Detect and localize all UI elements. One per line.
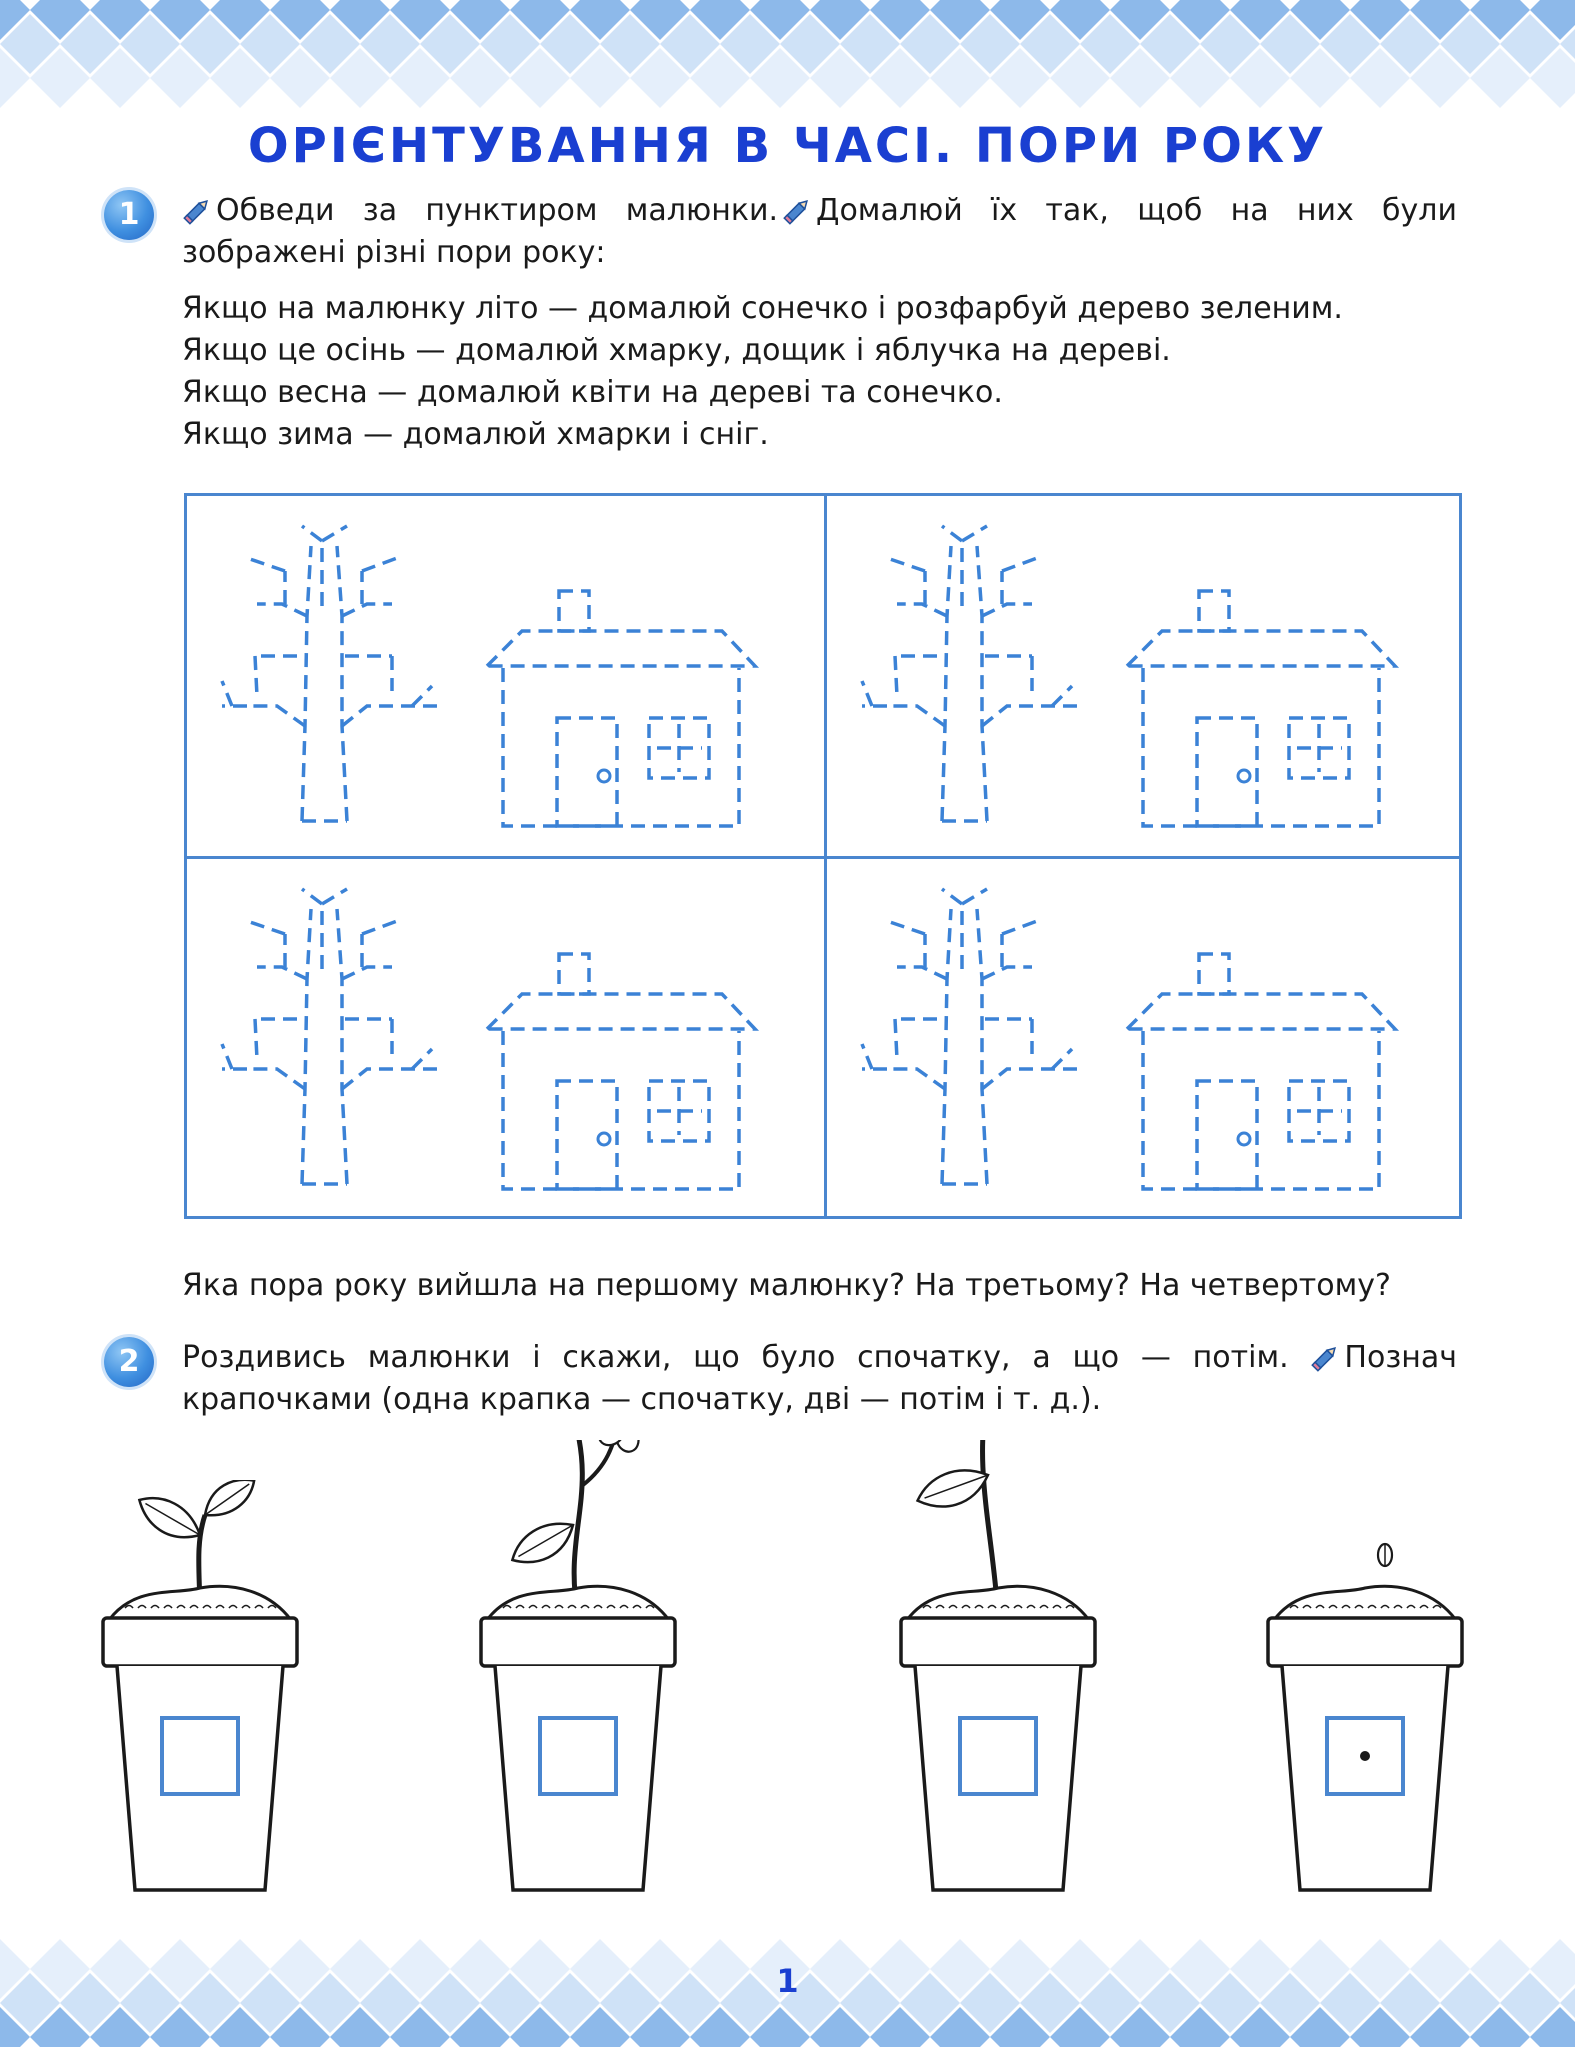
task2-instruction: [182, 1337, 1457, 1421]
task1-part1: Обведи за пунктиром малюнки.: [216, 193, 779, 228]
pot-sprout: [95, 1480, 305, 1904]
plant-pot-picture: [95, 1480, 305, 1900]
pot-seed: [1260, 1480, 1470, 1904]
answer-square[interactable]: [540, 1718, 616, 1794]
task1-question: Яка пора року вийшла на першому малюнку? На третьому? На четвертому?: [182, 1268, 1391, 1303]
answer-square[interactable]: [960, 1718, 1036, 1794]
drawing-cell-3[interactable]: [187, 859, 825, 1219]
answer-square[interactable]: [162, 1718, 238, 1794]
task-number-badge-2: 2: [104, 1337, 154, 1387]
drawing-cell-4[interactable]: [827, 859, 1465, 1219]
task-number-badge-1: 1: [104, 190, 154, 240]
pencil-icon: [1310, 1343, 1340, 1373]
plant-pot-picture: [1260, 1480, 1470, 1900]
drawing-cell-2[interactable]: [827, 496, 1465, 856]
season-line-autumn: Якщо це осінь — домалюй хмарку, дощик і яблучка на дереві.: [182, 333, 1171, 368]
task1-season-list: [182, 288, 1457, 456]
pencil-icon: [782, 196, 812, 226]
pencil-icon: [182, 196, 212, 226]
season-line-summer: Якщо на малюнку літо — домалюй сонечко і розфарбуй дерево зеленим.: [182, 291, 1343, 326]
task1-instruction: [182, 190, 1457, 274]
season-line-spring: Якщо весна — домалюй квіти на дереві та сонечко.: [182, 375, 1003, 410]
top-decorative-band: [0, 0, 1575, 110]
drawing-cell-1[interactable]: [187, 496, 825, 856]
season-line-winter: Якщо зима — домалюй хмарки і сніг.: [182, 417, 769, 452]
dashed-tree-house-drawing: [827, 496, 1465, 856]
dashed-tree-house-drawing: [187, 496, 825, 856]
page-number: 1: [776, 1962, 799, 2000]
pot-flowering: [473, 1440, 683, 1904]
plant-pot-picture: [893, 1440, 1103, 1900]
dashed-tree-house-drawing: [827, 859, 1465, 1219]
plant-pot-picture: [473, 1440, 683, 1900]
dashed-tree-house-drawing: [187, 859, 825, 1219]
task2-part1: Роздивись малюнки і скажи, що було спочатку, а що — потім.: [182, 1340, 1289, 1375]
task1-part2: Домалюй їх так, щоб на них були зображені різні пори року:: [182, 193, 1457, 270]
pot-young-plant: [893, 1440, 1103, 1904]
task2-part2: Познач крапочками (одна крапка — спочатку, дві — потім і т. д.).: [182, 1340, 1457, 1417]
page-title: ОРІЄНТУВАННЯ В ЧАСІ. ПОРИ РОКУ: [247, 118, 1328, 174]
drawing-grid: [184, 493, 1462, 1219]
